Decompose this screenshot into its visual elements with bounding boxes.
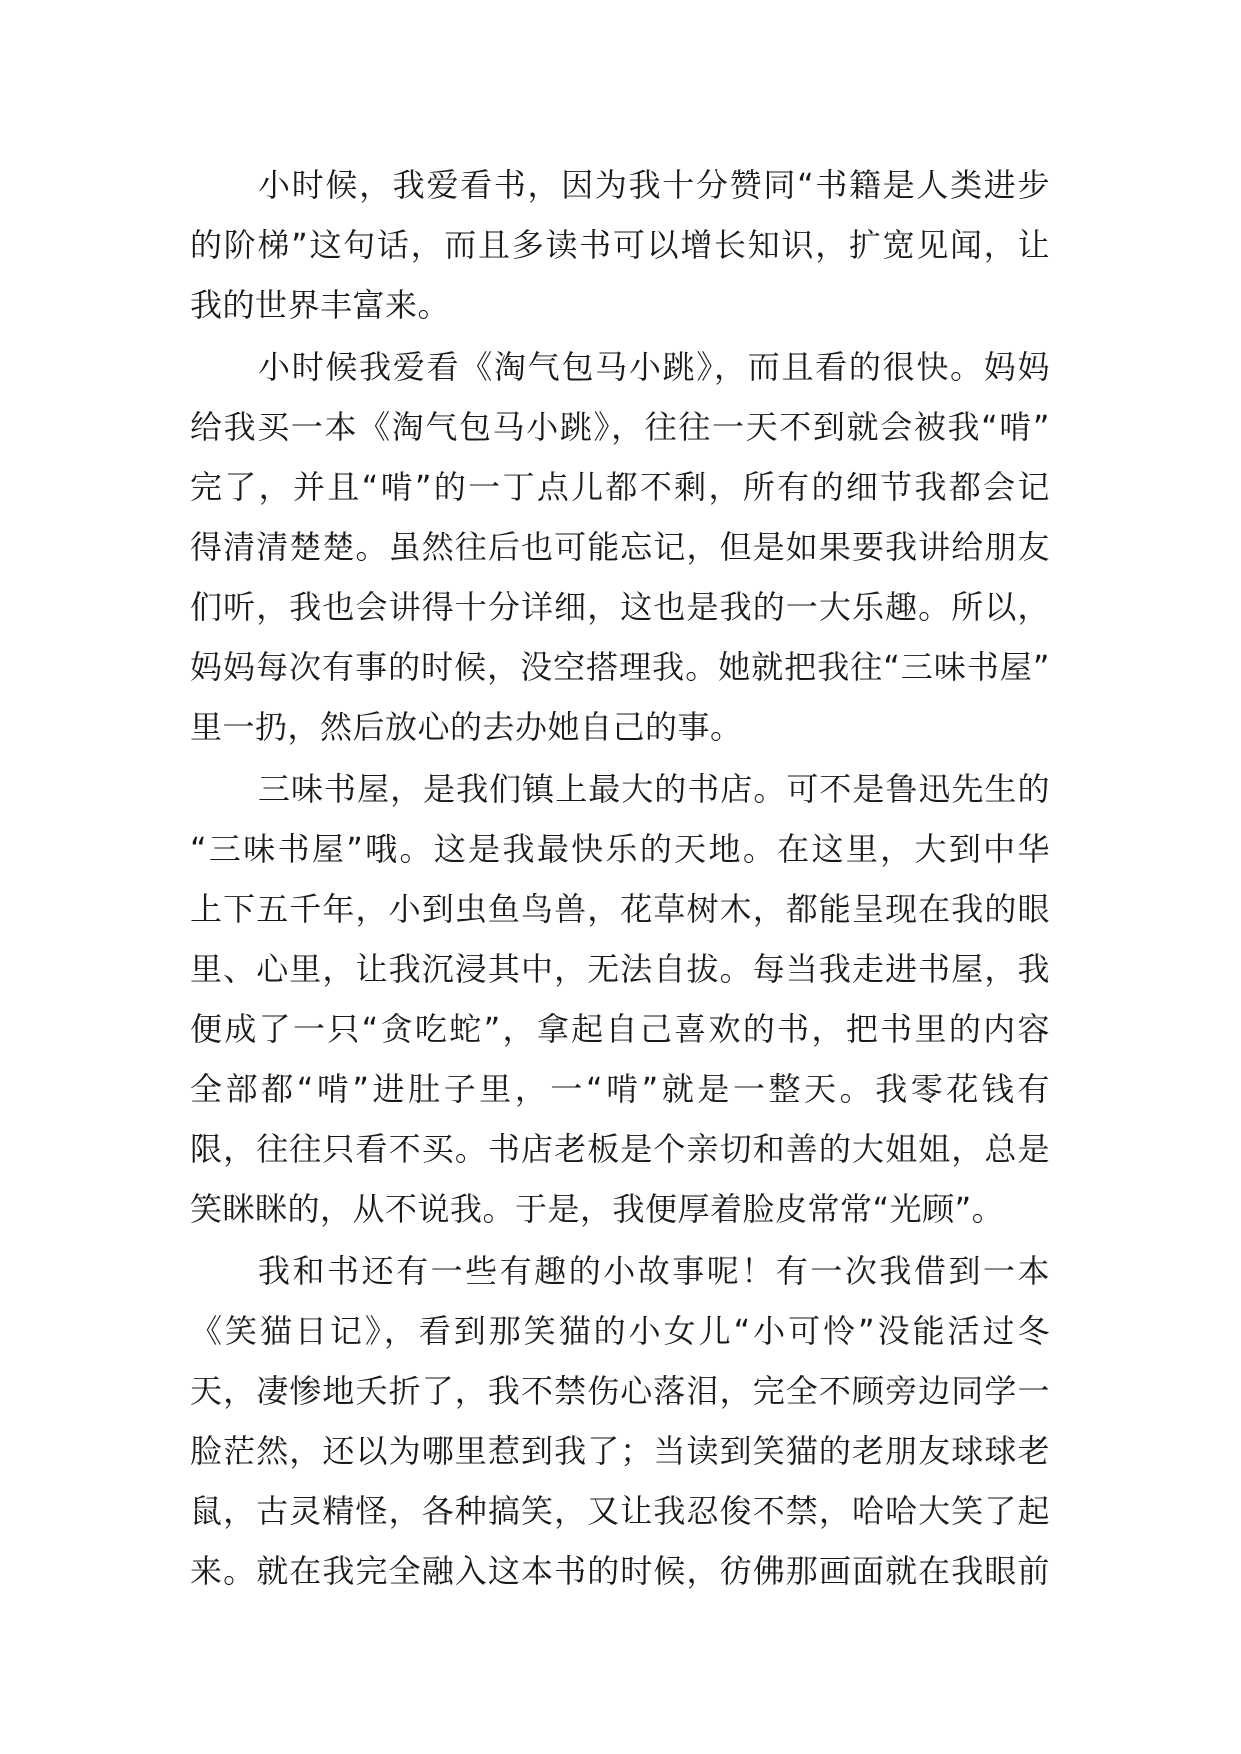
text-line: “三味书屋”哦。这是我最快乐的天地。在这里，大到中华	[190, 830, 1050, 868]
text-line: 妈妈每次有事的时候，没空搭理我。她就把我往“三味书屋”	[190, 648, 1050, 686]
text-line: 鼠，古灵精怪，各种搞笑，又让我忍俊不禁，哈哈大笑了起	[190, 1492, 1050, 1530]
paragraph	[190, 759, 1050, 1239]
text-line: 天，凄惨地夭折了，我不禁伤心落泪，完全不顾旁边同学一	[190, 1372, 1050, 1410]
paragraph	[190, 155, 1050, 335]
text-line: 里、心里，让我沉浸其中，无法自拔。每当我走进书屋，我	[190, 950, 1050, 988]
text-line: 三味书屋，是我们镇上最大的书店。可不是鲁迅先生的	[258, 770, 1050, 808]
text-line: 《笑猫日记》，看到那笑猫的小女儿“小可怜”没能活过冬	[190, 1312, 1050, 1350]
essay-body	[190, 155, 1050, 1601]
text-line: 给我买一本《淘气包马小跳》，往往一天不到就会被我“啃”	[190, 408, 1050, 446]
paragraph	[190, 337, 1050, 757]
text-line: 小时候，我爱看书，因为我十分赞同“书籍是人类进步	[258, 166, 1050, 204]
text-line: 得清清楚楚。虽然往后也可能忘记，但是如果要我讲给朋友	[190, 528, 1050, 566]
text-line: 们听，我也会讲得十分详细，这也是我的一大乐趣。所以，	[190, 588, 1050, 626]
text-line: 全部都“啃”进肚子里，一“啃”就是一整天。我零花钱有	[190, 1070, 1050, 1108]
text-line: 我的世界丰富来。	[190, 286, 451, 324]
text-line: 我和书还有一些有趣的小故事呢！有一次我借到一本	[258, 1252, 1050, 1290]
text-line: 来。就在我完全融入这本书的时候，彷佛那画面就在我眼前	[190, 1552, 1050, 1590]
text-line: 脸茫然，还以为哪里惹到我了；当读到笑猫的老朋友球球老	[190, 1432, 1050, 1470]
text-line: 小时候我爱看《淘气包马小跳》，而且看的很快。妈妈	[258, 348, 1050, 386]
text-line: 里一扔，然后放心的去办她自己的事。	[190, 708, 743, 746]
text-line: 完了，并且“啃”的一丁点儿都不剩，所有的细节我都会记	[190, 468, 1050, 506]
text-line: 限，往往只看不买。书店老板是个亲切和善的大姐姐，总是	[190, 1130, 1050, 1168]
text-line: 笑眯眯的，从不说我。于是，我便厚着脸皮常常“光顾”。	[190, 1190, 1005, 1228]
text-line: 便成了一只“贪吃蛇”，拿起自己喜欢的书，把书里的内容	[190, 1010, 1050, 1048]
paragraph	[190, 1241, 1050, 1601]
text-line: 上下五千年，小到虫鱼鸟兽，花草树木，都能呈现在我的眼	[190, 890, 1050, 928]
text-line: 的阶梯”这句话，而且多读书可以增长知识，扩宽见闻，让	[190, 226, 1050, 264]
